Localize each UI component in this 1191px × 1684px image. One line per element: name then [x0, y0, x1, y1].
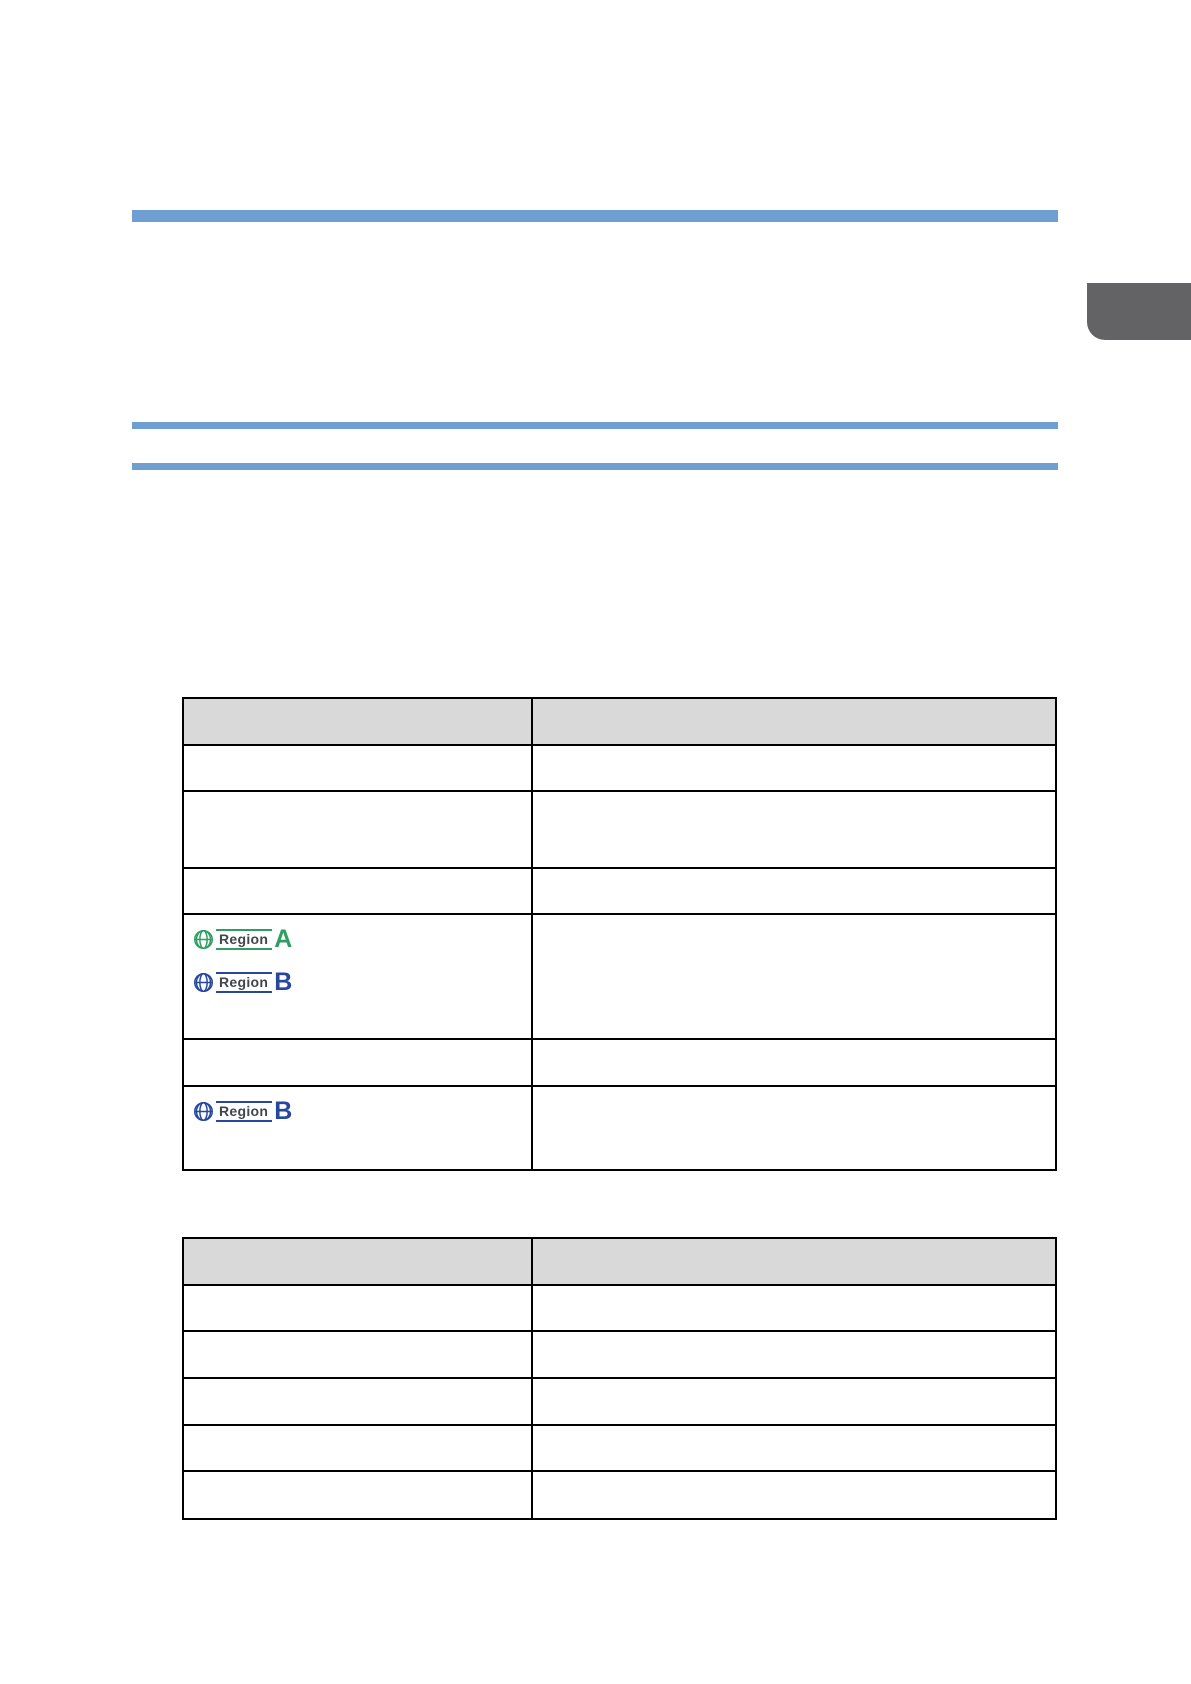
table-cell — [183, 1039, 532, 1086]
table-row — [183, 914, 1056, 1039]
region-letter-b: B — [274, 1097, 293, 1125]
table-cell — [532, 1378, 1056, 1425]
table-cell — [532, 868, 1056, 914]
table-cell — [183, 1285, 532, 1331]
table-header-cell — [532, 1238, 1056, 1285]
spec-table-2 — [182, 1237, 1057, 1520]
table-cell — [183, 745, 532, 791]
region-badge-stack — [193, 1095, 522, 1124]
table-cell — [532, 914, 1056, 1039]
table-row — [183, 1425, 1056, 1471]
table-cell — [532, 1086, 1056, 1170]
region-word: Region — [216, 929, 272, 950]
heading-rule-middle-1 — [132, 422, 1058, 429]
table-row — [183, 1471, 1056, 1519]
globe-icon — [193, 972, 214, 993]
table-cell — [183, 1425, 532, 1471]
table-cell — [532, 1285, 1056, 1331]
table-row — [183, 745, 1056, 791]
table-row — [183, 1086, 1056, 1170]
heading-rule-middle-2 — [132, 463, 1058, 470]
table-header-row — [183, 1238, 1056, 1285]
region-b-icon — [193, 970, 522, 995]
table-cell — [183, 1378, 532, 1425]
table-cell — [183, 1086, 532, 1170]
table-cell — [532, 1331, 1056, 1378]
table-cell — [532, 745, 1056, 791]
region-badge-stack — [193, 923, 522, 995]
table-cell — [183, 791, 532, 868]
table-row — [183, 791, 1056, 868]
table-cell — [183, 1471, 532, 1519]
table-cell — [183, 914, 532, 1039]
table-cell — [183, 868, 532, 914]
table-header-cell — [532, 698, 1056, 745]
table-row — [183, 868, 1056, 914]
region-letter-a: A — [274, 925, 293, 953]
region-word: Region — [216, 972, 272, 993]
table-row — [183, 1285, 1056, 1331]
table-header-cell — [183, 698, 532, 745]
region-a-icon — [193, 927, 522, 952]
spec-table-1 — [182, 697, 1057, 1171]
table-row — [183, 1378, 1056, 1425]
table-cell — [183, 1331, 532, 1378]
globe-icon — [193, 1101, 214, 1122]
table-cell — [532, 1471, 1056, 1519]
table-header-row — [183, 698, 1056, 745]
table-cell — [532, 791, 1056, 868]
heading-rule-top — [132, 210, 1058, 222]
region-word: Region — [216, 1101, 272, 1122]
table-row — [183, 1039, 1056, 1086]
region-b-icon — [193, 1099, 522, 1124]
chapter-tab — [1087, 283, 1191, 340]
table-cell — [532, 1425, 1056, 1471]
table-header-cell — [183, 1238, 532, 1285]
globe-icon — [193, 929, 214, 950]
table-row — [183, 1331, 1056, 1378]
region-letter-b: B — [274, 968, 293, 996]
table-cell — [532, 1039, 1056, 1086]
